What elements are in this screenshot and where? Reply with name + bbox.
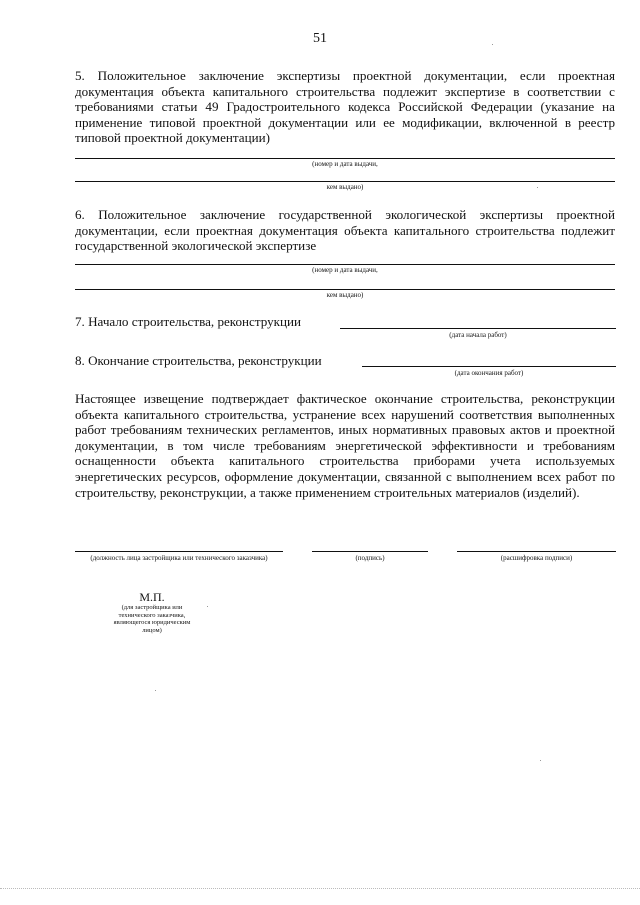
item-7-date-line xyxy=(340,328,616,329)
position-line xyxy=(75,551,283,552)
item-6-text: 6. Положительное заключение государственной экологической экспертизы проектной документации, если проектная документация объекта капитального строительства подлежит государственной экологической экспертизе xyxy=(75,207,615,254)
stamp-label: М.П. xyxy=(139,590,165,604)
item-5-line-issued-by xyxy=(75,181,615,182)
signature-caption: (подпись) xyxy=(355,554,385,562)
item-6-line-number-date xyxy=(75,264,615,265)
scan-bottom-edge xyxy=(0,888,640,889)
transcript-line xyxy=(457,551,616,552)
transcript-caption: (расшифровка подписи) xyxy=(500,554,573,562)
item-5-caption-issued-by: кем выдано) xyxy=(326,183,364,191)
signature-line xyxy=(312,551,428,552)
stamp-note: (для застройщика или технического заказчика, являющегося юридическим лицом) xyxy=(113,604,191,634)
item-6-caption-number-date: (номер и дата выдачи, xyxy=(312,266,378,274)
position-caption: (должность лица застройщика или технического заказчика) xyxy=(90,554,268,562)
item-8-label: 8. Окончание строительства, реконструкции xyxy=(75,353,322,368)
item-5-text: 5. Положительное заключение экспертизы проектной документации, если проектная документация объекта капитального строительства подлежит экспертизе в соответствии с требованиями статьи 49 Градостроительного кодекса Российской Федерации (указание на применение типовой проектной документации или ее модификации, включенной в реестр типовой проектной документации) xyxy=(75,68,615,146)
scan-speck xyxy=(540,760,541,761)
page-number: 51 xyxy=(313,31,327,46)
item-7-caption: (дата начала работ) xyxy=(449,331,507,339)
item-8-date-line xyxy=(362,366,616,367)
item-8-caption: (дата окончания работ) xyxy=(454,369,524,377)
scan-speck xyxy=(207,606,208,607)
item-6-caption-issued-by: кем выдано) xyxy=(326,291,364,299)
scan-speck xyxy=(155,690,156,691)
confirmation-paragraph: Настоящее извещение подтверждает фактическое окончание строительства, реконструкции объекта капитального строительства, устранение всех нарушений соответствия выполненных работ требованиям технических регламентов, иных нормативных правовых актов и проектной документации, в том числе требованиям энергетической эффективности и требованиям оснащенности объекта капитального строительства приборами учета используемых энергетических ресурсов, оформление документации, связанной с выполнением всех работ по строительству, реконструкции, а также применением строительных материалов (изделий). xyxy=(75,391,615,500)
scan-speck xyxy=(537,187,538,188)
item-7-label: 7. Начало строительства, реконструкции xyxy=(75,314,302,329)
item-5-caption-number-date: (номер и дата выдачи, xyxy=(312,160,378,168)
item-6-line-issued-by xyxy=(75,289,615,290)
scan-speck xyxy=(492,44,493,45)
item-5-line-number-date xyxy=(75,158,615,159)
